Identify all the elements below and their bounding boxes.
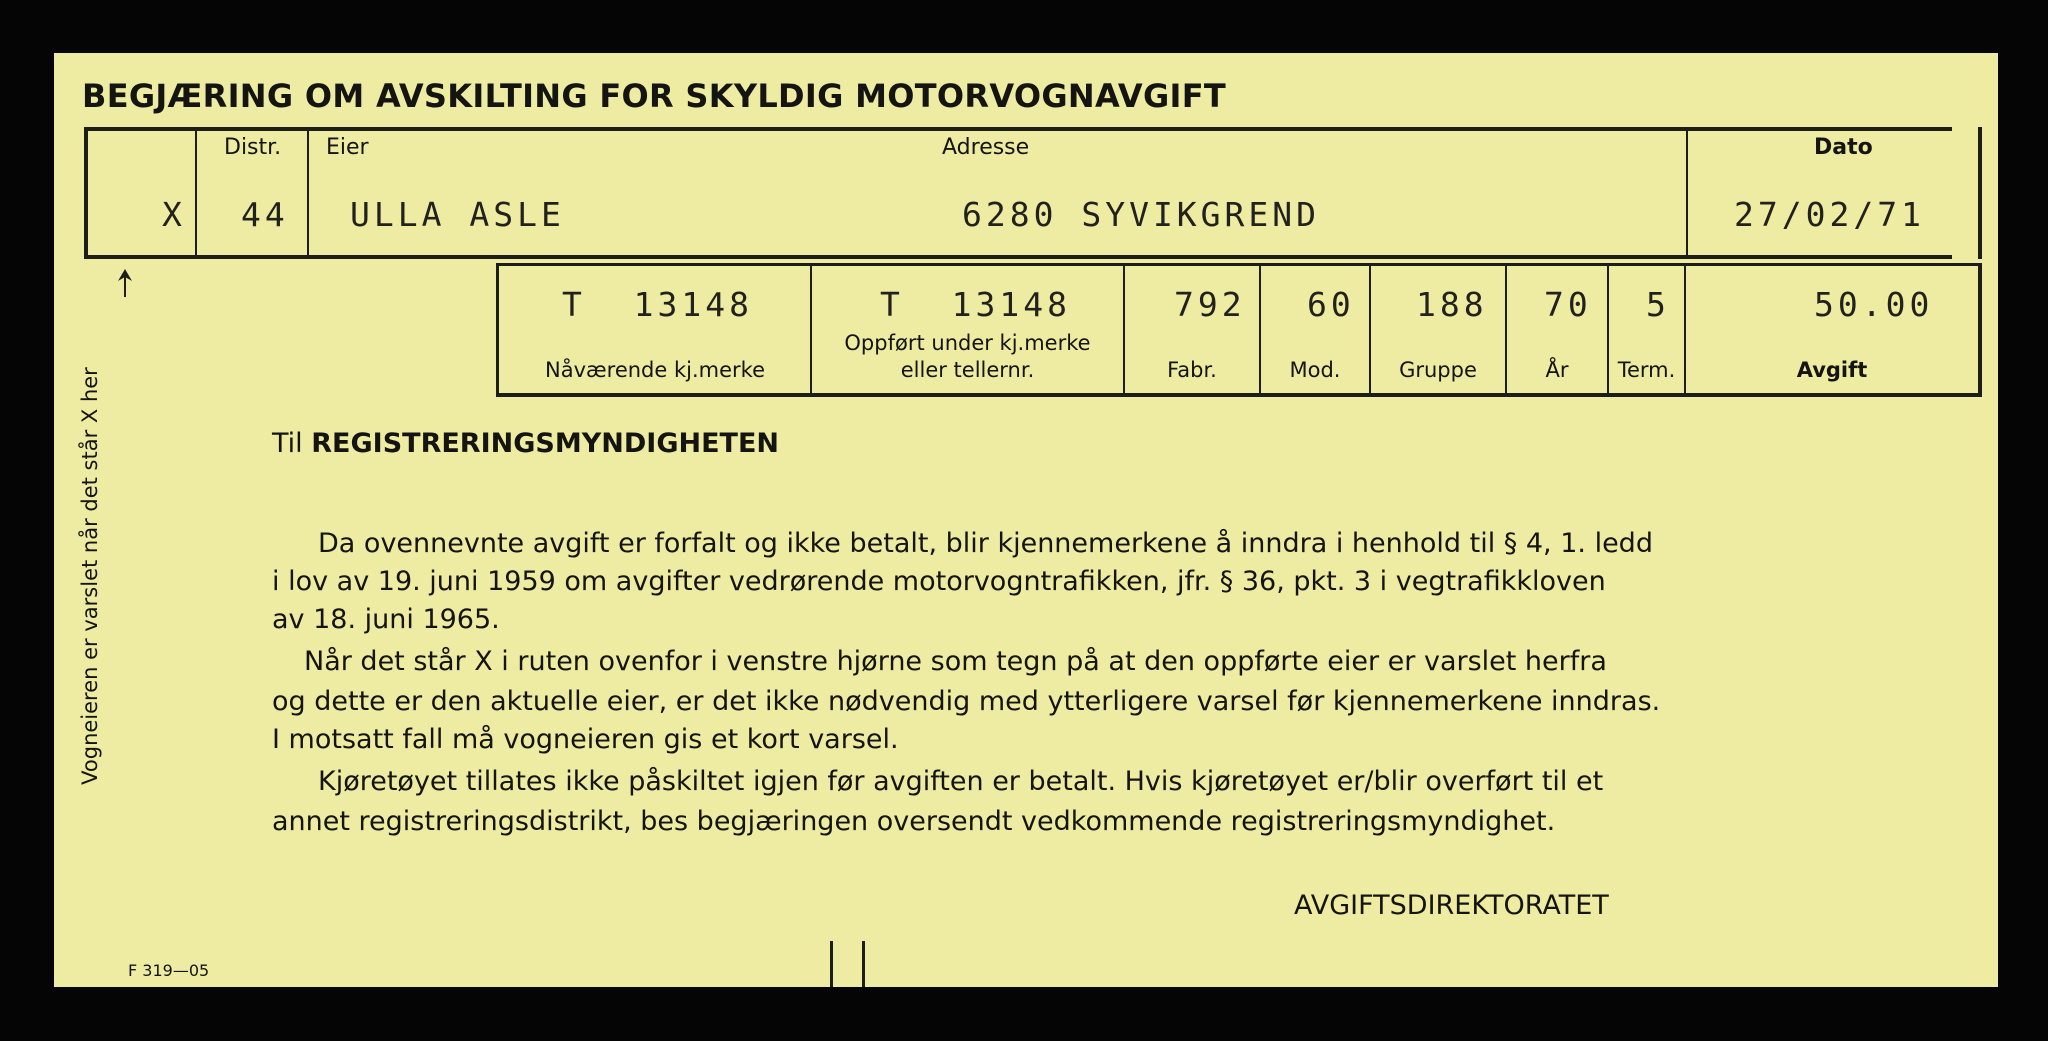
fabr-label: Fabr.	[1167, 358, 1217, 382]
avgift-value: 50.00	[1814, 285, 1934, 324]
letter-recipient	[272, 425, 779, 463]
fabr-value: 792	[1174, 285, 1246, 324]
form-card	[54, 53, 1998, 987]
gruppe-label: Gruppe	[1399, 358, 1477, 382]
recipient-prefix: Til	[272, 428, 303, 459]
mod-value: 60	[1307, 285, 1355, 324]
letter-line: Da ovennevnte avgift er forfalt og ikke betalt, blir kjennemerkene å inndra i henhold til § 4, 1. ledd	[318, 528, 1653, 559]
avgift-label: Avgift	[1796, 358, 1868, 382]
recipient-name: REGISTRERINGSMYNDIGHETEN	[311, 428, 779, 459]
header-divider-distr	[195, 127, 197, 259]
letter-line: Når det står X i ruten ovenfor i venstre hjørne som tegn på at den oppførte eier er varslet herfra	[304, 646, 1607, 677]
distr-value: 44	[241, 195, 289, 234]
side-note-vertical: Vogneieren er varslet når det står X her	[78, 367, 102, 785]
notified-mark: X	[162, 195, 186, 234]
eier-value: ULLA ASLE	[350, 195, 565, 234]
ar-value: 70	[1544, 285, 1592, 324]
letter-line: I motsatt fall må vogneieren gis et kort varsel.	[272, 724, 899, 755]
header-divider-eier	[307, 127, 309, 259]
ar-label: År	[1545, 358, 1569, 382]
oppfort-label-line2: eller tellernr.	[900, 358, 1035, 382]
vehicle-top-border	[496, 263, 1982, 266]
dato-value: 27/02/71	[1734, 195, 1925, 234]
dato-label: Dato	[1814, 135, 1873, 160]
header-bottom-border	[84, 255, 1952, 259]
form-number: F 319—05	[128, 961, 210, 980]
letter-line: Kjøretøyet tillates ikke påskiltet igjen før avgiften er betalt. Hvis kjøretøyet er/blir overført til et	[318, 766, 1604, 797]
vehicle-right-border	[1978, 263, 1982, 397]
form-title: BEGJÆRING OM AVSKILTING FOR SKYLDIG MOTORVOGNAVGIFT	[82, 77, 1227, 115]
vehicle-bottom-border	[496, 393, 1982, 397]
eier-label: Eier	[326, 135, 369, 160]
gruppe-value: 188	[1416, 285, 1488, 324]
navaerende-label: Nåværende kj.merke	[545, 358, 765, 382]
term-label: Term.	[1617, 358, 1676, 382]
navaerende-value: T 13148	[562, 285, 753, 324]
header-divider-dato	[1686, 127, 1688, 259]
perforation-mark-right	[862, 941, 865, 987]
letter-line: annet registreringsdistrikt, bes begjæringen oversendt vedkommende registreringsmyndighet.	[272, 806, 1556, 837]
header-left-border	[84, 127, 88, 259]
oppfort-label-line1: Oppført under kj.merke	[844, 331, 1091, 355]
letter-line: i lov av 19. juni 1959 om avgifter vedrørende motorvogntrafikken, jfr. § 36, pkt. 3 i vegtrafikkloven	[272, 566, 1606, 597]
adresse-label: Adresse	[942, 135, 1030, 160]
perforation-mark-left	[830, 941, 833, 987]
distr-label: Distr.	[224, 135, 282, 160]
adresse-value: 6280 SYVIKGREND	[962, 195, 1321, 234]
term-value: 5	[1646, 285, 1670, 324]
header-right-border	[1978, 127, 1982, 259]
header-top-border	[84, 127, 1952, 131]
vehicle-left-border	[496, 263, 499, 397]
oppfort-value: T 13148	[880, 285, 1071, 324]
arrow-up-icon	[114, 267, 136, 297]
letter-line: av 18. juni 1965.	[272, 604, 500, 635]
letter-line: og dette er den aktuelle eier, er det ikke nødvendig med ytterligere varsel før kjennemerkene inndras.	[272, 686, 1661, 717]
mod-label: Mod.	[1289, 358, 1341, 382]
signature: AVGIFTSDIREKTORATET	[1294, 890, 1609, 921]
